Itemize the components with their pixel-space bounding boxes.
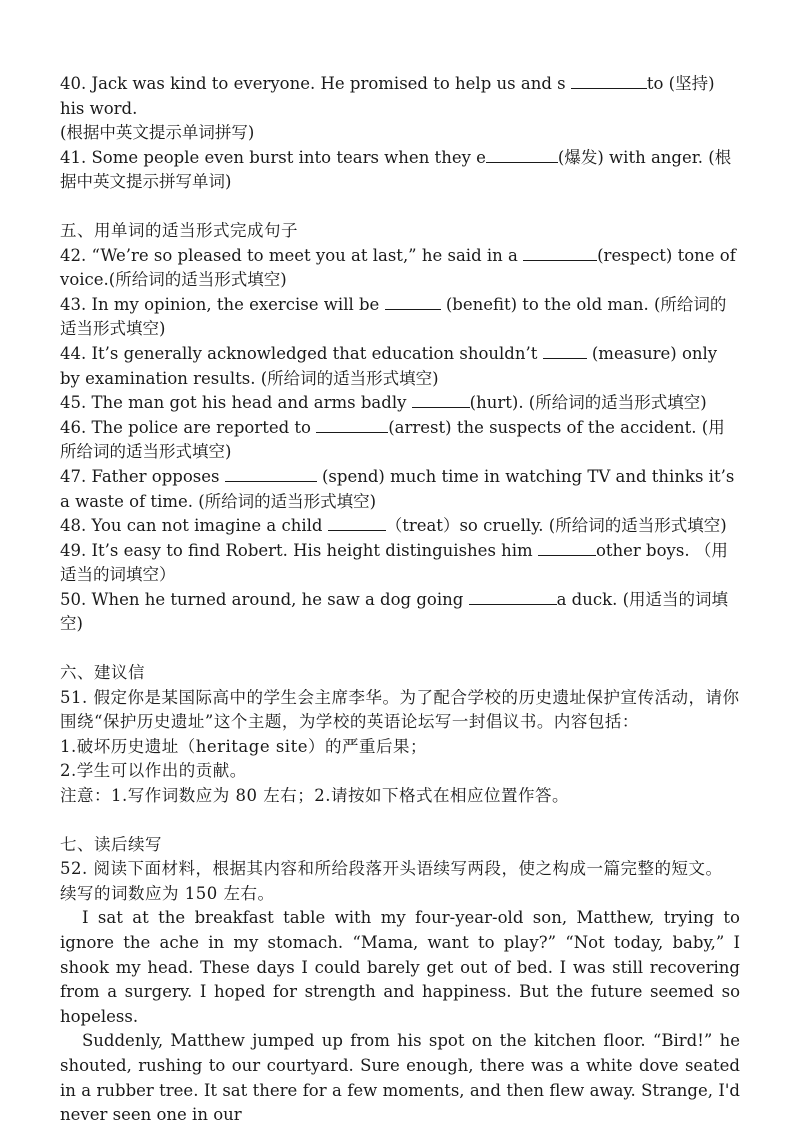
answer-blank[interactable] xyxy=(225,467,317,482)
answer-blank[interactable] xyxy=(543,344,587,359)
question-44: 44. It’s generally acknowledged that education shouldn’t (measure) only by examination results. (所给词的适当形式填空) xyxy=(60,343,718,388)
question-52-prompt: 52. 阅读下面材料，根据其内容和所给段落开头语续写两段，使之构成一篇完整的短文。 续写的词数应为 150 左右。 xyxy=(60,859,723,903)
answer-blank[interactable] xyxy=(469,590,557,605)
question-43: 43. In my opinion, the exercise will be (benefit) to the old man. (所给词的适当形式填空) xyxy=(60,294,727,339)
question-49: 49. It’s easy to find Robert. His height distinguishes him other boys. （用适当的词填空） xyxy=(60,540,728,585)
question-40: 40. Jack was kind to everyone. He promised to help us and s to (坚持) his word. (根据中英文提示单词拼写) xyxy=(60,74,715,143)
story-paragraph-2: Suddenly, Matthew jumped up from his spot on the kitchen floor. “Bird!” he shouted, rushing to our courtyard. Sure enough, there was a white dove seated in a rubber tree. It sat there for a few moments, and then flew away. Strange, I'd never seen one in our xyxy=(60,1031,740,1125)
question-41: 41. Some people even burst into tears when they e (爆发) with anger. (根据中英文提示拼写单词) xyxy=(60,147,732,192)
question-51-point-1: 1.破坏历史遗址（heritage site）的严重后果； xyxy=(60,736,427,756)
worksheet-page xyxy=(60,72,740,1128)
answer-blank[interactable] xyxy=(328,516,386,531)
question-46: 46. The police are reported to (arrest) the suspects of the accident. (用所给词的适当形式填空) xyxy=(60,417,725,462)
question-42: 42. “We’re so pleased to meet you at last,” he said in a (respect) tone of voice.(所给词的适当形式填空) xyxy=(60,245,736,290)
answer-blank[interactable] xyxy=(571,74,647,89)
section-6-title: 六、建议信 xyxy=(60,663,145,683)
answer-blank[interactable] xyxy=(486,148,558,163)
question-51-prompt: 51. 假定你是某国际高中的学生会主席李华。为了配合学校的历史遗址保护宣传活动，请你围绕“保护历史遗址”这个主题，为学校的英语论坛写一封倡议书。内容包括： xyxy=(60,687,740,732)
section-5-title: 五、用单词的适当形式完成句子 xyxy=(60,220,298,240)
question-48: 48. You can not imagine a child （treat）so cruelly. (所给词的适当形式填空) xyxy=(60,516,727,536)
question-50: 50. When he turned around, he saw a dog going a duck. (用适当的词填空) xyxy=(60,589,728,634)
story-paragraph-1: I sat at the breakfast table with my four-year-old son, Matthew, trying to ignore the ache in my stomach. “Mama, want to play?” “Not today, baby,” I shook my head. These days I could barely get out of bed. I was still recovering from a surgery. I hoped for strength and happiness. But the future seemed so hopeless. xyxy=(60,908,740,1026)
answer-blank[interactable] xyxy=(523,246,597,261)
section-7-title: 七、读后续写 xyxy=(60,834,162,854)
answer-blank[interactable] xyxy=(412,393,470,408)
answer-blank[interactable] xyxy=(385,295,441,310)
question-47: 47. Father opposes (spend) much time in watching TV and thinks it’s a waste of time. (所给词的适当形式填空) xyxy=(60,466,735,511)
answer-blank[interactable] xyxy=(316,418,388,433)
question-51-point-2: 2.学生可以作出的贡献。 xyxy=(60,761,247,781)
question-45: 45. The man got his head and arms badly (hurt). (所给词的适当形式填空) xyxy=(60,393,707,413)
answer-blank[interactable] xyxy=(538,541,596,556)
question-51-note: 注意：1.写作词数应为 80 左右；2.请按如下格式在相应位置作答。 xyxy=(60,786,569,806)
